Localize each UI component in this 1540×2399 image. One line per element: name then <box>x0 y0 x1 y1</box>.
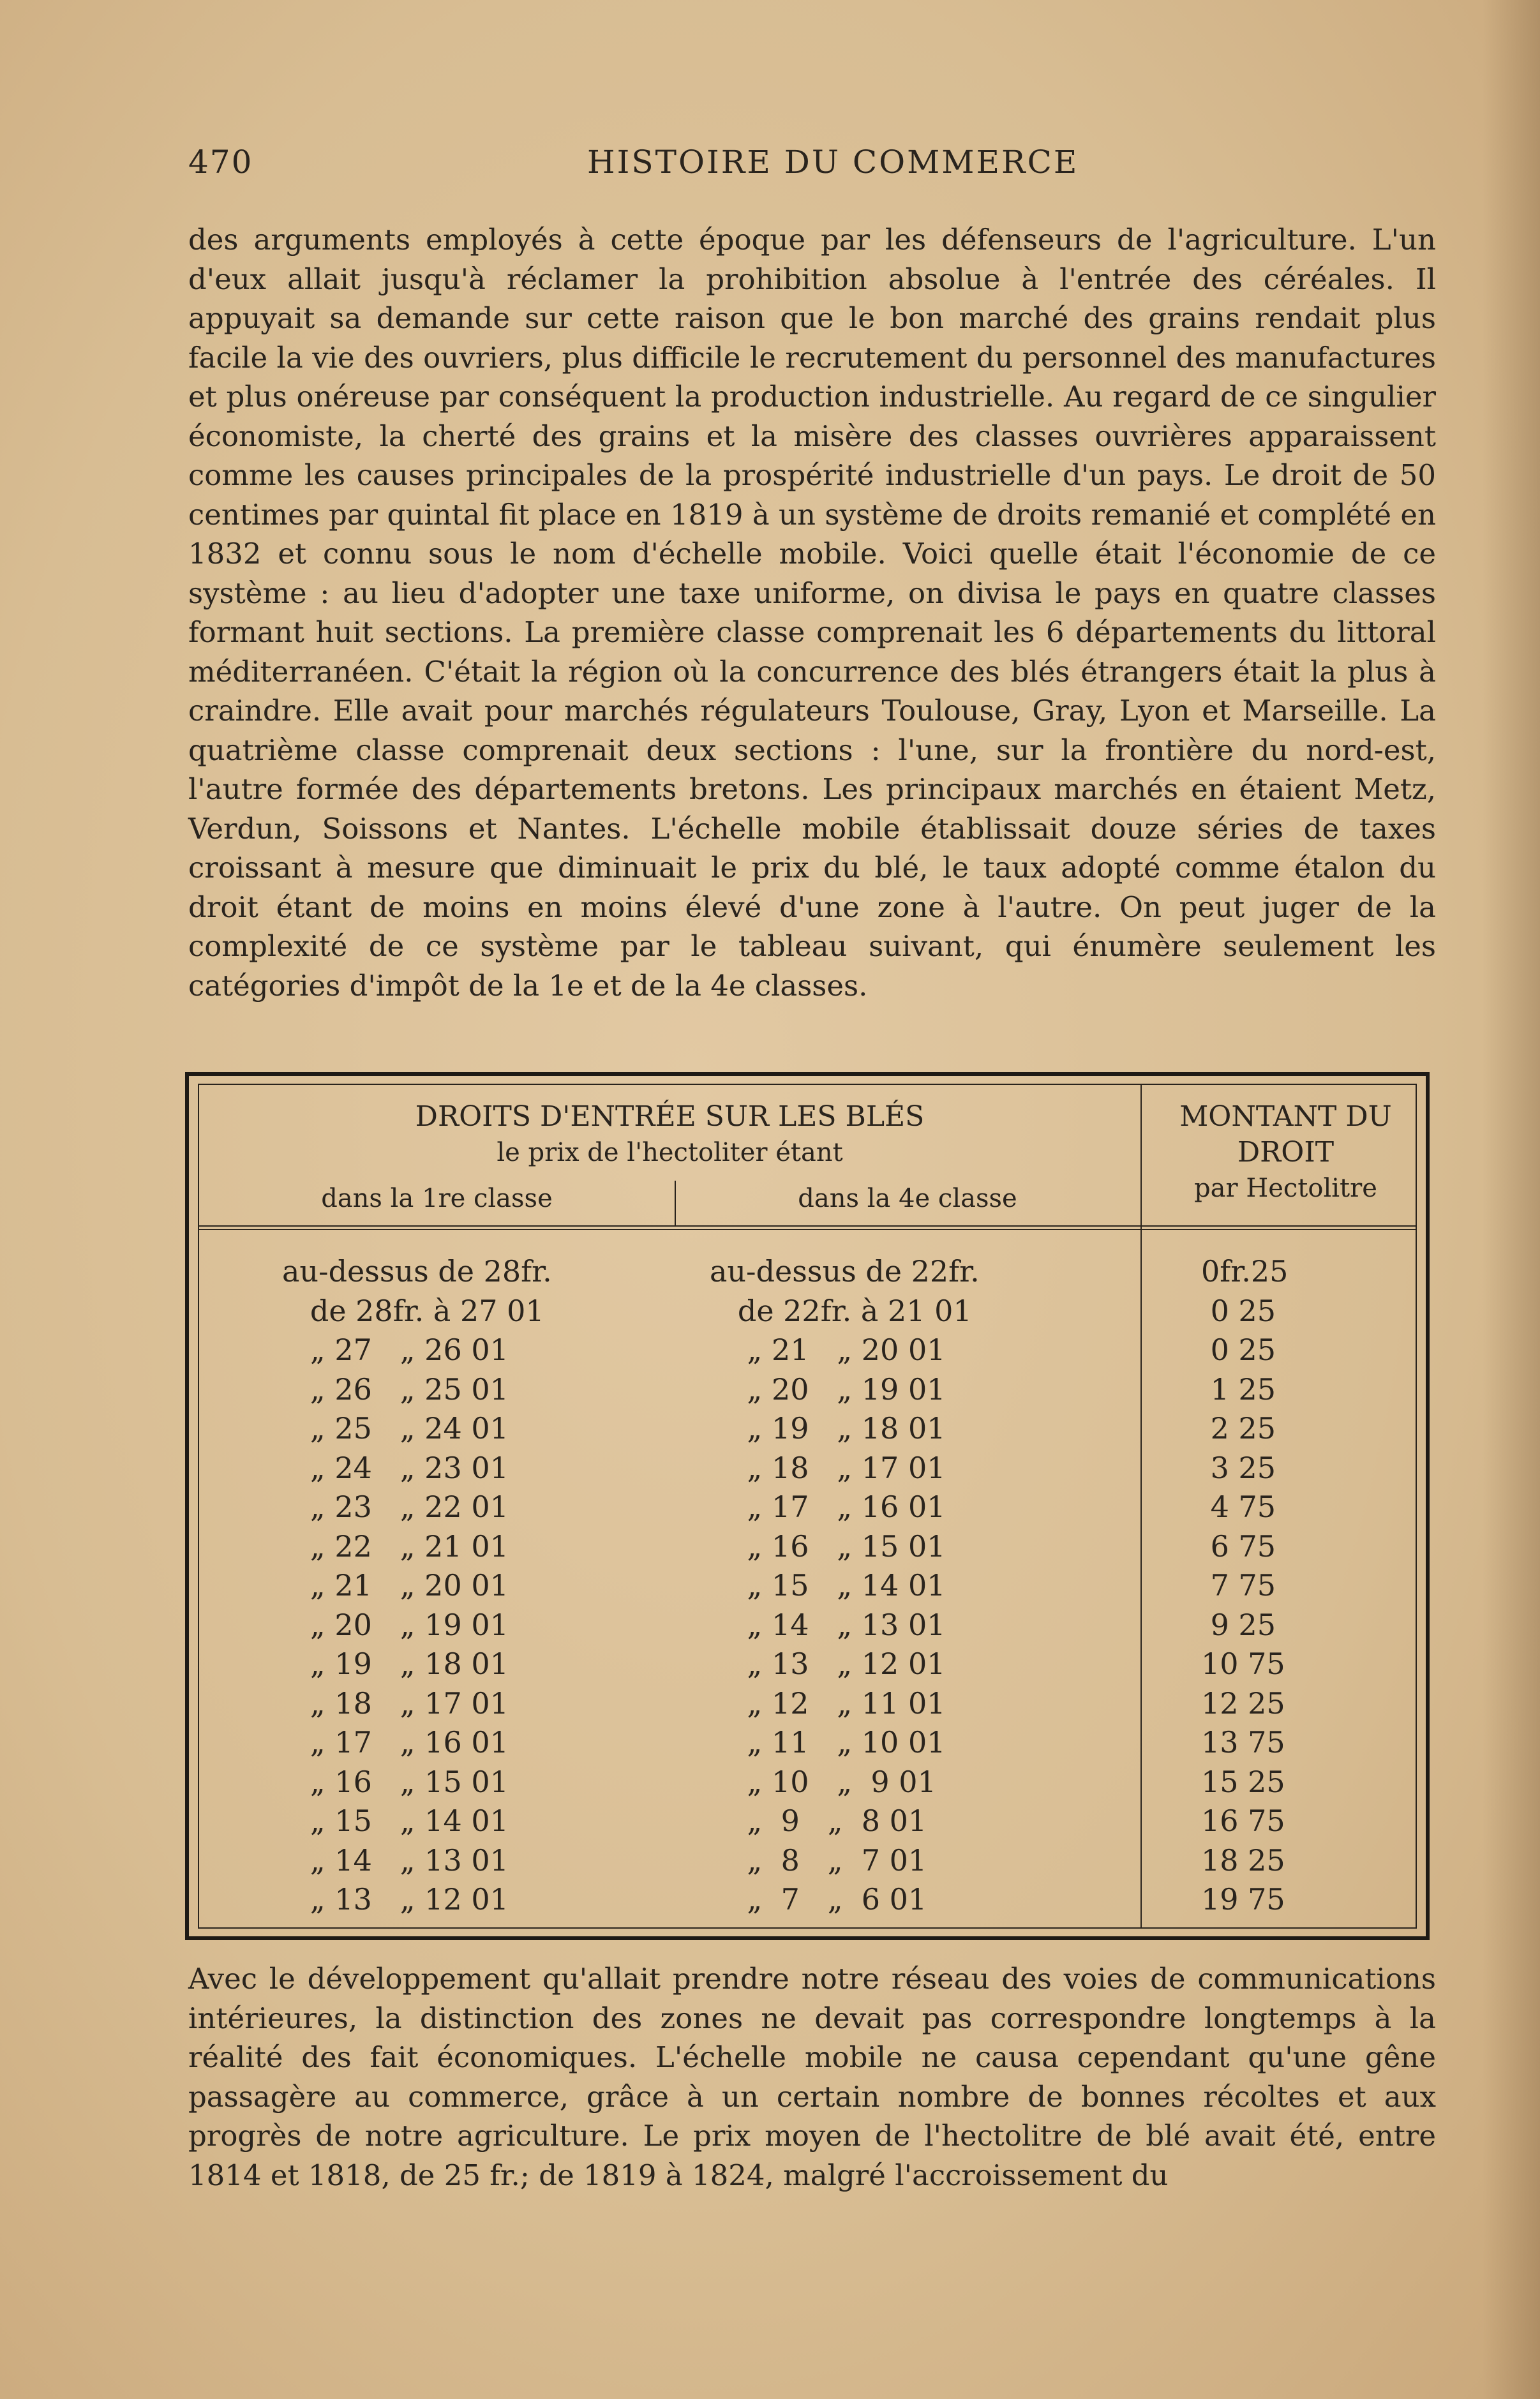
cell-first-class: „ 21 „ 20 01 <box>282 1568 509 1603</box>
cell-first-class: „ 27 „ 26 01 <box>282 1333 509 1367</box>
header-rule <box>199 1225 1416 1227</box>
paragraph-text: Avec le développement qu'allait prendre notre réseau des voies de communications intérieures, la distinction des zones ne devait pas correspondre longtemps à la réalité des fait économiques. L'échelle mobile ne causa cependant qu'une gêne passagère au commerce, grâce à un certain nombre de bonnes récoltes et aux progrès de notre agriculture. Le prix moyen de l'hectolitre de blé avait été, entre 1814 et 1818, de 25 fr.; de 1819 à 1824, malgré l'accroissement du <box>188 1962 1436 2192</box>
cell-first-class: „ 22 „ 21 01 <box>282 1528 509 1564</box>
cell-duty-amount: 16 75 <box>1201 1804 1285 1838</box>
cell-first-class: „ 24 „ 23 01 <box>282 1450 509 1485</box>
cell-duty-amount: 13 75 <box>1201 1725 1285 1760</box>
cell-fourth-class: „ 17 „ 16 01 <box>710 1490 946 1524</box>
header-amount-line1: MONTANT DU <box>1179 1100 1392 1133</box>
cell-duty-amount: 4 75 <box>1201 1490 1276 1524</box>
header-main-subtitle: le prix de l'hectoliter étant <box>497 1138 843 1167</box>
cell-fourth-class: de 22fr. à 21 01 <box>710 1293 972 1328</box>
cell-fourth-class: „ 7 „ 6 01 <box>710 1882 927 1917</box>
page-header <box>188 144 1433 188</box>
cell-fourth-class: „ 11 „ 10 01 <box>710 1725 946 1760</box>
header-amount-line3: par Hectolitre <box>1194 1174 1377 1203</box>
header-amount-line2: DROIT <box>1237 1136 1334 1169</box>
cell-first-class: „ 18 „ 17 01 <box>282 1685 509 1721</box>
table-row <box>199 1723 1431 1763</box>
cell-fourth-class: „ 18 „ 17 01 <box>710 1450 946 1485</box>
table-header-amount <box>1140 1099 1431 1206</box>
cell-fourth-class: „ 12 „ 11 01 <box>710 1685 946 1721</box>
cell-duty-amount: 0fr.25 <box>1201 1254 1289 1289</box>
header-first-class: dans la 1re classe <box>321 1184 553 1213</box>
cell-duty-amount: 19 75 <box>1201 1882 1285 1917</box>
running-title: HISTOIRE DU COMMERCE <box>587 144 1079 181</box>
paragraph-text: des arguments employés à cette époque par les défenseurs de l'agriculture. L'un d'eux allait jusqu'à réclamer la prohibition absolue à l'entrée des céréales. Il appuyait sa demande sur cette raison que le bon marché des grains rendait plus facile la vie des ouvriers, plus difficile le recrutement du personnel des manufactures et plus onéreuse par conséquent la production industrielle. Au regard de ce singulier économiste, la cherté des grains et la misère des classes ouvrières apparaissent comme les causes principales de la prospérité industrielle d'un pays. Le droit de 50 centimes par quintal fit place en 1819 à un système de droits remanié et complété en 1832 et connu sous le nom d'échelle mobile. Voici quelle était l'économie de ce système : au lieu d'adopter une taxe uniforme, on divisa le pays en quatre classes formant huit sections. La première classe comprenait les 6 départements du littoral méditerranéen. C'était la région où la concurrence des blés étrangers était la plus à craindre. Elle avait pour marchés régulateurs Toulouse, Gray, Lyon et Marseille. La quatrième classe comprenait deux sections : l'une, sur la frontière du nord-est, l'autre formée des départements bretons. Les principaux marchés en étaient Metz, Verdun, Soissons et Nantes. L'échelle mobile établissait douze séries de taxes croissant à mesure que diminuait le prix du blé, le taux adopté comme étalon du droit étant de moins en moins élevé d'une zone à l'autre. On peut juger de la complexité de ce système par le tableau suivant, qui énumère seulement les catégories d'impôt de la 1e et de la 4e classes. <box>188 223 1436 1003</box>
header-fourth-class: dans la 4e classe <box>798 1184 1017 1213</box>
table-row <box>199 1645 1431 1684</box>
table-row <box>199 1292 1431 1331</box>
table-row <box>199 1763 1431 1802</box>
cell-fourth-class: „ 21 „ 20 01 <box>710 1333 946 1367</box>
header-main-title: DROITS D'ENTRÉE SUR LES BLÉS <box>415 1100 925 1133</box>
cell-duty-amount: 0 25 <box>1201 1333 1276 1367</box>
table-header-main <box>199 1099 1140 1170</box>
table-row <box>199 1527 1431 1567</box>
cell-first-class: „ 19 „ 18 01 <box>282 1647 509 1681</box>
cell-duty-amount: 0 25 <box>1201 1293 1276 1328</box>
table-row <box>199 1802 1431 1841</box>
cell-first-class: „ 20 „ 19 01 <box>282 1607 509 1642</box>
cell-first-class: „ 13 „ 12 01 <box>282 1882 509 1917</box>
cell-duty-amount: 10 75 <box>1201 1647 1285 1681</box>
cell-first-class: „ 15 „ 14 01 <box>282 1804 509 1838</box>
table-body <box>199 1252 1431 1920</box>
cell-fourth-class: „ 15 „ 14 01 <box>710 1568 946 1603</box>
cell-first-class: au-dessus de 28fr. <box>282 1254 552 1289</box>
cell-fourth-class: „ 16 „ 15 01 <box>710 1528 946 1564</box>
cell-duty-amount: 2 25 <box>1201 1411 1276 1446</box>
table-row <box>199 1449 1431 1488</box>
cell-duty-amount: 3 25 <box>1201 1450 1276 1485</box>
cell-fourth-class: „ 19 „ 18 01 <box>710 1411 946 1446</box>
table-inner-frame <box>198 1084 1417 1929</box>
cell-first-class: „ 25 „ 24 01 <box>282 1411 509 1446</box>
cell-fourth-class: „ 13 „ 12 01 <box>710 1647 946 1681</box>
cell-duty-amount: 18 25 <box>1201 1842 1285 1878</box>
cell-first-class: „ 26 „ 25 01 <box>282 1371 509 1407</box>
cell-fourth-class: „ 9 „ 8 01 <box>710 1804 927 1838</box>
table-row <box>199 1841 1431 1881</box>
cell-duty-amount: 9 25 <box>1201 1607 1276 1642</box>
cell-first-class: „ 23 „ 22 01 <box>282 1490 509 1524</box>
page-number: 470 <box>188 144 253 181</box>
cell-fourth-class: „ 10 „ 9 01 <box>710 1764 936 1799</box>
cell-duty-amount: 15 25 <box>1201 1764 1285 1799</box>
cell-duty-amount: 1 25 <box>1201 1371 1276 1407</box>
body-paragraph-1 <box>188 220 1436 1043</box>
cell-duty-amount: 6 75 <box>1201 1528 1276 1564</box>
table-row <box>199 1331 1431 1370</box>
page-edge-shadow <box>1483 0 1540 2399</box>
duties-table <box>185 1072 1430 1940</box>
table-row <box>199 1370 1431 1410</box>
cell-fourth-class: „ 14 „ 13 01 <box>710 1607 946 1642</box>
body-paragraph-2 <box>188 1959 1436 2227</box>
cell-duty-amount: 7 75 <box>1201 1568 1276 1603</box>
cell-fourth-class: „ 8 „ 7 01 <box>710 1842 927 1878</box>
cell-first-class: de 28fr. à 27 01 <box>282 1293 544 1328</box>
header-rule-thin <box>199 1229 1416 1230</box>
table-row <box>199 1488 1431 1527</box>
cell-first-class: „ 16 „ 15 01 <box>282 1764 509 1799</box>
cell-duty-amount: 12 25 <box>1201 1685 1285 1721</box>
cell-first-class: „ 14 „ 13 01 <box>282 1842 509 1878</box>
table-row <box>199 1684 1431 1724</box>
table-row <box>199 1409 1431 1449</box>
cell-first-class: „ 17 „ 16 01 <box>282 1725 509 1760</box>
table-row <box>199 1880 1431 1920</box>
cell-fourth-class: „ 20 „ 19 01 <box>710 1371 946 1407</box>
table-row <box>199 1606 1431 1645</box>
table-row <box>199 1252 1431 1292</box>
table-row <box>199 1566 1431 1606</box>
cell-fourth-class: au-dessus de 22fr. <box>710 1254 980 1289</box>
